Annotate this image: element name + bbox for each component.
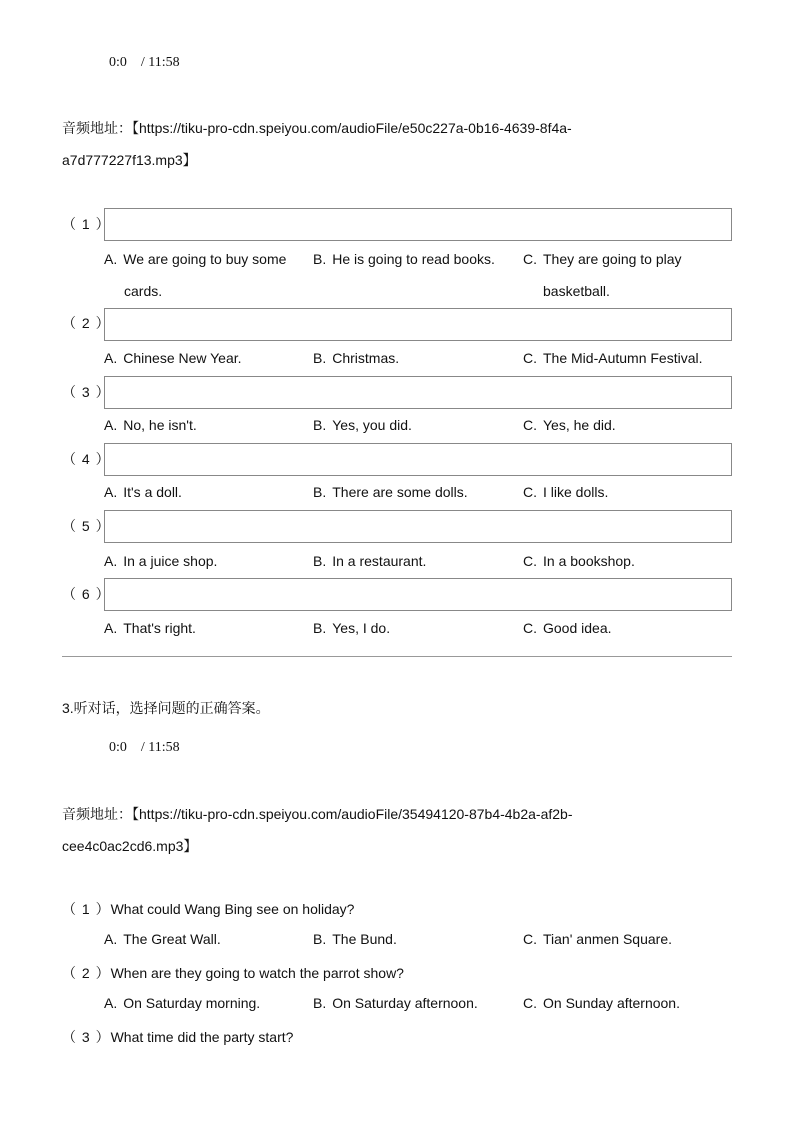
option-text: Tian' anmen Square. [543, 931, 673, 947]
option-letter: A. [104, 931, 118, 947]
question-text: When are they going to watch the parrot show? [110, 965, 404, 981]
option-text: The Great Wall. [123, 931, 221, 947]
question-line [62, 1027, 293, 1047]
option-a[interactable] [104, 417, 197, 433]
option-a[interactable] [104, 995, 260, 1011]
section-title: 3.听对话，选择问题的正确答案。 [62, 700, 270, 716]
question-number: （ 2 ） [62, 315, 111, 331]
question-number: （ 3 ） [62, 384, 111, 400]
option-text: On Saturday morning. [123, 995, 261, 1011]
audio-url-link-part-2[interactable]: cee4c0ac2cd6.mp3】 [62, 838, 198, 854]
option-a[interactable] [104, 620, 196, 636]
audio-url-link-part-1[interactable]: 【https://tiku-pro-cdn.speiyou.com/audioFile/e50c227a-0b16-4639-8f4a- [132, 120, 572, 136]
option-letter: A. [104, 553, 118, 569]
question-text: What time did the party start? [110, 1029, 294, 1045]
option-letter: C. [523, 995, 537, 1011]
option-b[interactable] [313, 931, 397, 947]
option-a-continued: cards. [124, 283, 163, 299]
option-c[interactable] [523, 484, 608, 500]
option-text: In a juice shop. [123, 553, 218, 569]
audio-url-link-part-1[interactable]: 【https://tiku-pro-cdn.speiyou.com/audioFile/35494120-87b4-4b2a-af2b- [132, 806, 573, 822]
answer-box-4[interactable] [104, 443, 732, 476]
question-number: （ 1 ） [62, 901, 111, 917]
answer-box-6[interactable] [104, 578, 732, 611]
option-c[interactable] [523, 620, 612, 636]
question-number: （ 4 ） [62, 451, 111, 467]
option-letter: B. [313, 553, 327, 569]
audio-url-label: 音频地址： [62, 806, 132, 822]
option-letter: A. [104, 995, 118, 1011]
option-letter: A. [104, 350, 118, 366]
option-letter: A. [104, 484, 118, 500]
question-number: （ 2 ） [62, 965, 111, 981]
option-letter: B. [313, 484, 327, 500]
section-divider [62, 656, 732, 657]
option-letter: B. [313, 417, 327, 433]
option-c[interactable] [523, 931, 672, 947]
option-text: Christmas. [332, 350, 400, 366]
audio-duration: / 11:58 [140, 740, 180, 755]
option-b[interactable] [313, 350, 399, 366]
answer-box-2[interactable] [104, 308, 732, 341]
option-c[interactable] [523, 553, 635, 569]
option-text: The Mid-Autumn Festival. [543, 350, 703, 366]
option-letter: B. [313, 931, 327, 947]
option-text: I like dolls. [543, 484, 609, 500]
option-letter: C. [523, 251, 537, 267]
option-letter: C. [523, 350, 537, 366]
option-letter: C. [523, 620, 537, 636]
audio-duration: / 11:58 [140, 55, 180, 70]
audio-current-time: 0:0 [109, 55, 127, 70]
option-b[interactable] [313, 484, 468, 500]
option-b[interactable] [313, 620, 390, 636]
option-text: The Bund. [332, 931, 397, 947]
option-text: On Sunday afternoon. [543, 995, 680, 1011]
option-text: He is going to read books. [332, 251, 495, 267]
audio-url-label: 音频地址： [62, 120, 132, 136]
option-a[interactable] [104, 484, 182, 500]
option-text: Yes, you did. [332, 417, 412, 433]
answer-box-1[interactable] [104, 208, 732, 241]
option-text: They are going to play [543, 251, 682, 267]
option-letter: B. [313, 350, 327, 366]
option-text: On Saturday afternoon. [332, 995, 478, 1011]
option-letter: C. [523, 931, 537, 947]
option-text: In a bookshop. [543, 553, 635, 569]
option-letter: A. [104, 620, 118, 636]
option-b[interactable] [313, 553, 426, 569]
option-a[interactable] [104, 251, 286, 267]
option-c[interactable] [523, 995, 680, 1011]
option-letter: C. [523, 553, 537, 569]
option-a[interactable] [104, 350, 242, 366]
option-text: There are some dolls. [332, 484, 468, 500]
answer-box-3[interactable] [104, 376, 732, 409]
question-number: （ 6 ） [62, 586, 111, 602]
option-letter: C. [523, 417, 537, 433]
option-text: No, he isn't. [123, 417, 197, 433]
option-c[interactable] [523, 251, 682, 267]
audio-url-link-part-2[interactable]: a7d777227f13.mp3】 [62, 152, 197, 168]
question-number: （ 5 ） [62, 518, 111, 534]
option-letter: B. [313, 251, 327, 267]
option-letter: B. [313, 995, 327, 1011]
audio-player[interactable] [109, 55, 180, 71]
option-letter: A. [104, 251, 118, 267]
option-text: Chinese New Year. [123, 350, 242, 366]
audio-player[interactable] [109, 740, 180, 756]
option-text: Good idea. [543, 620, 612, 636]
question-text: What could Wang Bing see on holiday? [110, 901, 355, 917]
option-letter: A. [104, 417, 118, 433]
option-letter: B. [313, 620, 327, 636]
question-line [62, 963, 404, 983]
option-text: That's right. [123, 620, 196, 636]
option-c[interactable] [523, 417, 616, 433]
option-a[interactable] [104, 553, 217, 569]
option-c-continued: basketball. [543, 283, 610, 299]
option-b[interactable] [313, 251, 495, 267]
option-c[interactable] [523, 350, 703, 366]
option-text: We are going to buy some [123, 251, 287, 267]
option-letter: C. [523, 484, 537, 500]
option-a[interactable] [104, 931, 221, 947]
audio-url-line-1 [62, 804, 573, 824]
question-number: （ 3 ） [62, 1029, 111, 1045]
option-text: Yes, I do. [332, 620, 391, 636]
question-line [62, 899, 354, 919]
audio-url-line-1 [62, 118, 572, 138]
option-text: Yes, he did. [543, 417, 616, 433]
option-b[interactable] [313, 995, 478, 1011]
answer-box-5[interactable] [104, 510, 732, 543]
audio-current-time: 0:0 [109, 740, 127, 755]
question-number: （ 1 ） [62, 216, 111, 232]
option-text: In a restaurant. [332, 553, 427, 569]
option-text: It's a doll. [123, 484, 182, 500]
option-b[interactable] [313, 417, 412, 433]
